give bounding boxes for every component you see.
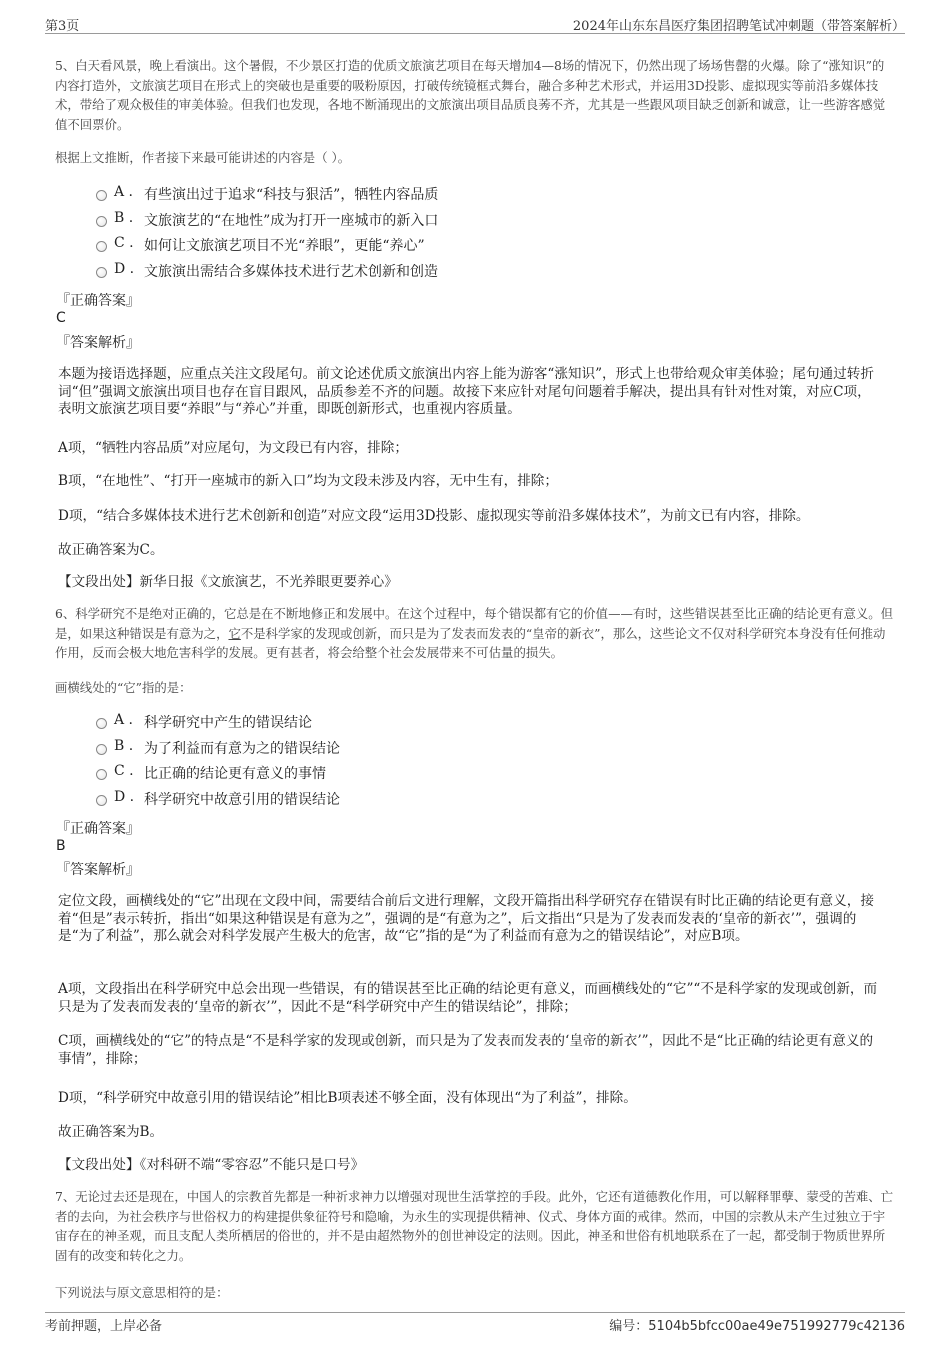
radio-icon[interactable] <box>96 795 107 806</box>
radio-icon[interactable] <box>96 769 107 780</box>
question-5-prompt: 根据上文推断，作者接下来最可能讲述的内容是（ ）。 <box>55 150 351 165</box>
radio-icon[interactable] <box>96 216 107 227</box>
question-6-prompt: 画横线处的“它”指的是： <box>55 680 192 695</box>
option-letter: C . <box>114 235 134 252</box>
option-text: 文旅演出需结合多媒体技术进行艺术创新和创造 <box>144 264 438 281</box>
option-letter: A . <box>114 184 134 200</box>
analysis-source: 【文段出处】《对科研不端“零容忍”不能只是口号》 <box>58 1157 365 1173</box>
option-letter: B . <box>114 209 134 226</box>
correct-answer-label: 『正确答案』 <box>56 293 140 309</box>
stem-text: 不是科学家的发现或创新，而只是为了发表而发表的“皇帝的新衣”，那么，这些论文不仅对科学研究本身没有任何推动作用，反而会极大地危害科学的发展。更有甚者，将会给整个社会发展带来不可估量的损失。 <box>55 625 886 660</box>
analysis-conclusion: 故正确答案为B。 <box>58 1124 164 1140</box>
page-header <box>45 12 905 34</box>
option-text: 为了利益而有意为之的错误结论 <box>144 740 340 757</box>
analysis-label: 『答案解析』 <box>56 862 140 878</box>
analysis-label: 『答案解析』 <box>56 335 140 351</box>
option-text: 如何让文旅演艺项目不光“养眼”，更能“养心” <box>144 238 425 255</box>
option-text: 科学研究中产生的错误结论 <box>144 715 312 731</box>
analysis-option-a: A项，文段指出在科学研究中总会出现一些错误，有的错误甚至比正确的结论更有意义，而画横线处的“它”“不是科学家的发现或创新，而只是为了发表而发表的‘皇帝的新衣’”，因此不是“科学研究中产生的错误结论”，排除； <box>58 981 878 1015</box>
analysis-paragraph: 本题为接语选择题，应重点关注文段尾句。前文论述优质文旅演出内容上能为游客“涨知识”，形式上也带给观众审美体验；尾句通过转折词“但”强调文旅演出项目也存在盲目跟风，品质参差不齐的问题。故接下来应针对尾句问题着手解决，提出具有针对性对策，对应C项，表明文旅演艺项目要“养眼”与“养心”并重，即既创新形式，也重视内容质量。 <box>58 366 874 417</box>
question-7-prompt: 下列说法与原文意思相符的是： <box>55 1285 229 1300</box>
option-text: 有些演出过于追求“科技与狠活”，牺牲内容品质 <box>144 187 439 203</box>
correct-answer: B <box>56 838 66 854</box>
option-text: 科学研究中故意引用的错误结论 <box>144 792 340 809</box>
page-number: 第3页 <box>45 19 80 34</box>
document-code <box>609 1315 905 1334</box>
analysis-option-b: B项，“在地性”、“打开一座城市的新入口”均为文段未涉及内容，无中生有，排除； <box>58 473 558 489</box>
radio-icon[interactable] <box>96 718 107 729</box>
correct-answer: C <box>56 310 66 326</box>
question-7-stem: 7、无论过去还是现在，中国人的宗教首先都是一种祈求神力以增强对现世生活掌控的手段。此外，它还有道德教化作用，可以解释罪孽、蒙受的苦难、亡者的去向，为社会秩序与世俗权力的构建提供象征符号和隐喻，为永生的实现提供精神、仪式、身体方面的戒律。然而，中国的宗教从未产生过独立于宇宙存在的神圣观，而且支配人类所栖居的俗世的，并不是由超然物外的创世神设定的法则。因此，神圣和世俗有机地联系在了一起，都受制于物质世界所固有的改变和转化之力。 <box>55 1189 894 1263</box>
stem-text: 6、科学研究不是绝对正确的，它总是在不断地修正和发展中。在这个过程中，每个错误都有它的价值——有时，这些错误甚至比正确的结论更有意义。但是，如果这种错误是有意为之， <box>55 606 894 641</box>
option-letter: A . <box>114 712 134 728</box>
option-letter: B . <box>114 737 134 754</box>
footer-slogan: 考前押题，上岸必备 <box>45 1319 163 1334</box>
document-title: 2024年山东东昌医疗集团招聘笔试冲刺题（带答案解析） <box>572 19 905 34</box>
radio-icon[interactable] <box>96 744 107 755</box>
question-6-stem <box>55 604 895 663</box>
code-value: 5104b5bfcc00ae49e751992779c42136 <box>648 1319 905 1334</box>
radio-icon[interactable] <box>96 241 107 252</box>
code-label: 编号： <box>609 1319 649 1334</box>
analysis-option-a: A项，“牺牲内容品质”对应尾句，为文段已有内容，排除； <box>58 440 408 456</box>
analysis-conclusion: 故正确答案为C。 <box>58 542 164 558</box>
radio-icon[interactable] <box>96 267 107 278</box>
correct-answer-label: 『正确答案』 <box>56 821 140 837</box>
analysis-option-d: D项，“结合多媒体技术进行艺术创新和创造”对应文段“运用3D投影、虚拟现实等前沿多媒体技术”，为前文已有内容，排除。 <box>58 508 810 524</box>
option-letter: C . <box>114 763 134 780</box>
analysis-option-c: C项，画横线处的“它”的特点是“不是科学家的发现或创新，而只是为了发表而发表的‘皇帝的新衣’”，因此不是“比正确的结论更有意义的事情”，排除； <box>58 1033 874 1067</box>
option-letter: D . <box>114 789 135 806</box>
option-text: 比正确的结论更有意义的事情 <box>144 766 326 783</box>
analysis-option-d: D项，“科学研究中故意引用的错误结论”相比B项表述不够全面，没有体现出“为了利益”，排除。 <box>58 1090 637 1106</box>
radio-icon[interactable] <box>96 190 107 201</box>
page-footer <box>45 1312 905 1334</box>
option-letter: D . <box>114 261 135 278</box>
analysis-source: 【文段出处】新华日报《文旅演艺，不光养眼更要养心》 <box>58 574 398 590</box>
underlined-word: 它 <box>228 625 241 641</box>
question-5-stem: 5、白天看风景，晚上看演出。这个暑假，不少景区打造的优质文旅演艺项目在每天增加4—8场的情况下，仍然出现了场场售罄的火爆。除了“涨知识”的内容打造外，文旅演艺项目在形式上的突破也是重要的吸粉原因，打破传统镜框式舞台，融合多种艺术形式，并运用3D投影、虚拟现实等前沿多媒体技术，带给了观众极佳的审美体验。但我们也发现，各地不断涌现出的文旅演出项目品质良莠不齐，尤其是一些跟风项目缺乏创新和诚意，让一些游客感觉值不回票价。 <box>55 58 886 132</box>
option-text: 文旅演艺的“在地性”成为打开一座城市的新入口 <box>144 212 439 229</box>
analysis-paragraph: 定位文段，画横线处的“它”出现在文段中间，需要结合前后文进行理解，文段开篇指出科学研究存在错误有时比正确的结论更有意义，接着“但是”表示转折，指出“如果这种错误是有意为之”，强调的是“有意为之”，后文指出“只是为了发表而发表的‘皇帝的新衣’”，强调的是“为了利益”，那么就会对科学发展产生极大的危害，故“它”指的是“为了利益而有意为之的错误结论”，对应B项。 <box>58 893 874 944</box>
